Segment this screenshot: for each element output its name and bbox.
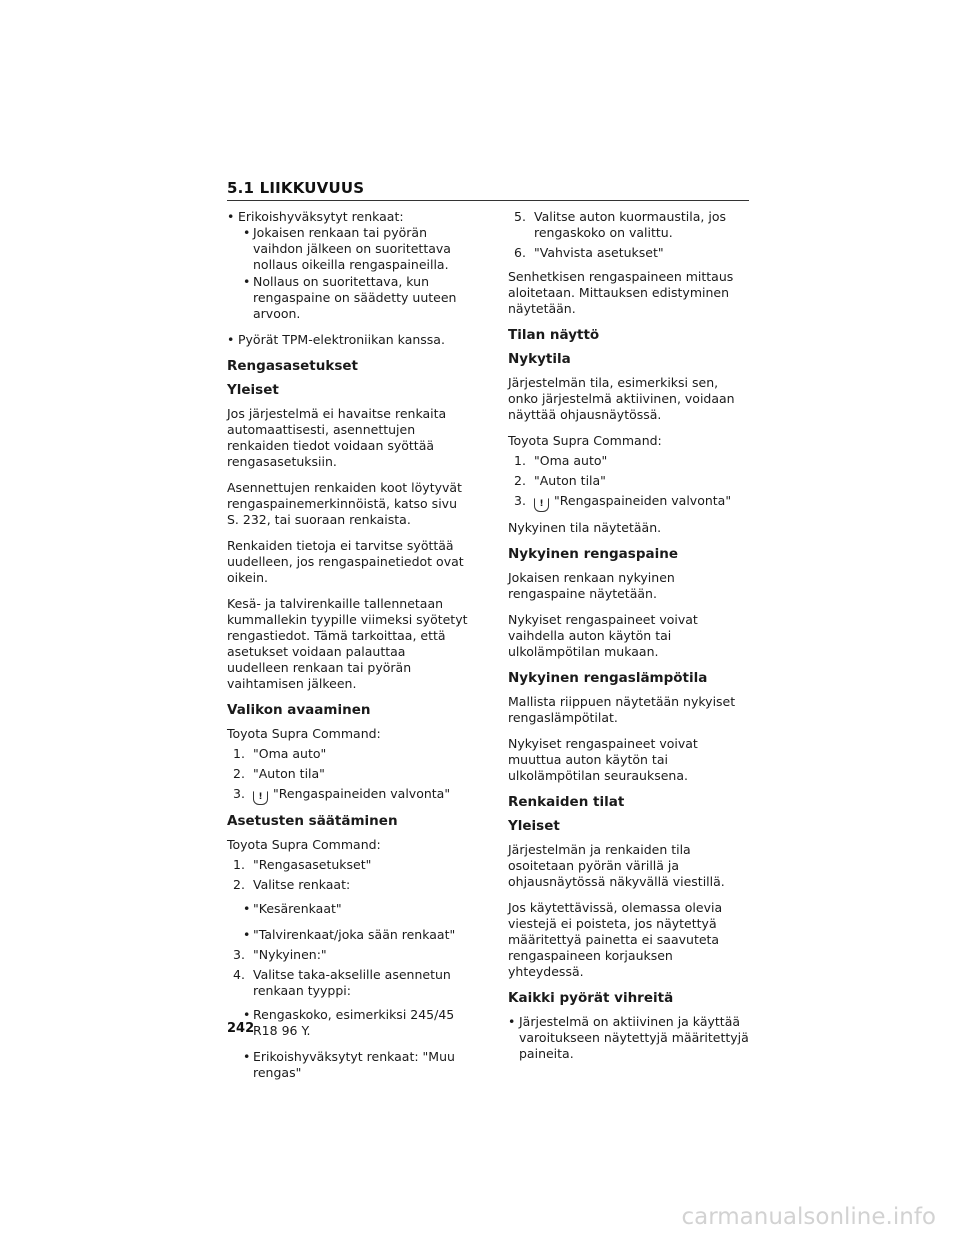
watermark: carmanualsonline.info (681, 1204, 936, 1230)
numbered-item: 4. Valitse taka-akselille asennetun renkaan tyyppi: (233, 967, 451, 998)
section-title: 5.1 LIIKKUVUUS (227, 179, 365, 197)
numbered-item: 1. "Oma auto" (233, 746, 327, 761)
numbered-item: 2. "Auton tila" (233, 766, 325, 781)
heading-kaikki-pyorat-vihreita: Kaikki pyörät vihreitä (508, 990, 674, 1006)
right-column (508, 209, 752, 1072)
paragraph: Renkaiden tietoja ei tarvitse syöttää uudelleen, jos rengaspainetiedot ovat oikein. (227, 538, 464, 585)
paragraph: Nykyiset rengaspaineet voivat vaihdella auton käytön tai ulkolämpötilan mukaan. (508, 612, 698, 659)
numbered-item: 1. "Rengasasetukset" (233, 857, 372, 872)
numbered-item: 5. Valitse auton kuormaustila, jos rengaskoko on valittu. (514, 209, 726, 240)
paragraph: Senhetkisen rengaspaineen mittaus aloitetaan. Mittauksen edistyminen näytetään. (508, 269, 734, 316)
paragraph: Mallista riippuen näytetään nykyiset rengaslämpötilat. (508, 694, 736, 725)
paragraph: Toyota Supra Command: (227, 837, 381, 852)
heading-tilan-naytto: Tilan näyttö (508, 327, 600, 343)
bullet-item: • Järjestelmä on aktiivinen ja käyttää varoitukseen näytettyjä määritettyjä paineita. (508, 1014, 749, 1061)
paragraph: Järjestelmän tila, esimerkiksi sen, onko järjestelmä aktiivinen, voidaan näyttää ohjausnäytössä. (508, 375, 735, 422)
sub-bullet-item: • Nollaus on suoritettava, kun rengaspaine on säädetty uuteen arvoon. (243, 274, 457, 321)
heading-nykyinen-rengaslampotila: Nykyinen rengaslämpötila (508, 670, 708, 686)
heading-nykyinen-rengaspaine: Nykyinen rengaspaine (508, 546, 678, 562)
paragraph: Jos käytettävissä, olemassa olevia viestejä ei poisteta, jos näytettyä määritettyä painetta ei saavuteta rengaspaineen korjauksen yhteydessä. (508, 900, 723, 979)
paragraph: Toyota Supra Command: (227, 726, 381, 741)
paragraph: Jos järjestelmä ei havaitse renkaita automaattisesti, asennettujen renkaiden tiedot voidaan syöttää rengasasetuksiin. (227, 406, 447, 469)
bullet-item: • Pyörät TPM-elektroniikan kanssa. (227, 332, 445, 347)
subheading-yleiset: Yleiset (508, 818, 560, 834)
bullet-item: • Erikoishyväksytyt renkaat: (227, 209, 404, 224)
option-item: • Rengaskoko, esimerkiksi 245/45 R18 96 Y. (243, 1007, 455, 1038)
page-number: 242 (227, 1021, 255, 1036)
paragraph: Nykyiset rengaspaineet voivat muuttua auton käytön tai ulkolämpötilan seurauksena. (508, 736, 698, 783)
paragraph: Asennettujen renkaiden koot löytyvät rengaspainemerkinnöistä, katso sivu S. 232, tai suoraan renkaista. (227, 480, 462, 527)
heading-renkaiden-tilat: Renkaiden tilat (508, 794, 625, 810)
section-header (227, 178, 749, 201)
option-item: • Erikoishyväksytyt renkaat: "Muu rengas" (243, 1049, 455, 1080)
heading-asetusten-saataminen: Asetusten säätäminen (227, 813, 398, 829)
numbered-item: 3. ! "Rengaspaineiden valvonta" (227, 786, 471, 805)
option-item: • "Kesärenkaat" (243, 901, 342, 916)
paragraph: Toyota Supra Command: (508, 433, 662, 448)
numbered-item: 2. "Auton tila" (514, 473, 606, 488)
heading-valikon-avaaminen: Valikon avaaminen (227, 702, 371, 718)
heading-rengasasetukset: Rengasasetukset (227, 358, 358, 374)
subheading-yleiset: Yleiset (227, 382, 279, 398)
subheading-nykytila: Nykytila (508, 351, 571, 367)
sub-bullet-item: • Jokaisen renkaan tai pyörän vaihdon jälkeen on suoritettava nollaus oikeilla rengaspaineilla. (243, 225, 451, 272)
paragraph: Nykyinen tila näytetään. (508, 520, 662, 535)
numbered-item: 2. Valitse renkaat: (233, 877, 351, 892)
numbered-item: 6. "Vahvista asetukset" (514, 245, 664, 260)
paragraph: Järjestelmän ja renkaiden tila osoitetaan pyörän värillä ja ohjausnäytössä näkyvällä viestillä. (508, 842, 725, 889)
paragraph: Jokaisen renkaan nykyinen rengaspaine näytetään. (508, 570, 675, 601)
numbered-item: 3. "Nykyinen:" (233, 947, 327, 962)
option-item: • "Talvirenkaat/joka sään renkaat" (243, 927, 456, 942)
tire-pressure-warning-icon: ! (534, 498, 549, 512)
tire-pressure-warning-icon: ! (253, 791, 268, 805)
left-column (227, 209, 471, 1091)
numbered-item: 1. "Oma auto" (514, 453, 608, 468)
numbered-item: 3. ! "Rengaspaineiden valvonta" (508, 493, 752, 512)
paragraph: Kesä- ja talvirenkaille tallennetaan kummallekin tyypille viimeksi syötetyt rengastiedot. Tämä tarkoittaa, että asetukset voidaan palauttaa uudelleen renkaan tai pyörän vaihtamisen jälkeen. (227, 596, 468, 691)
